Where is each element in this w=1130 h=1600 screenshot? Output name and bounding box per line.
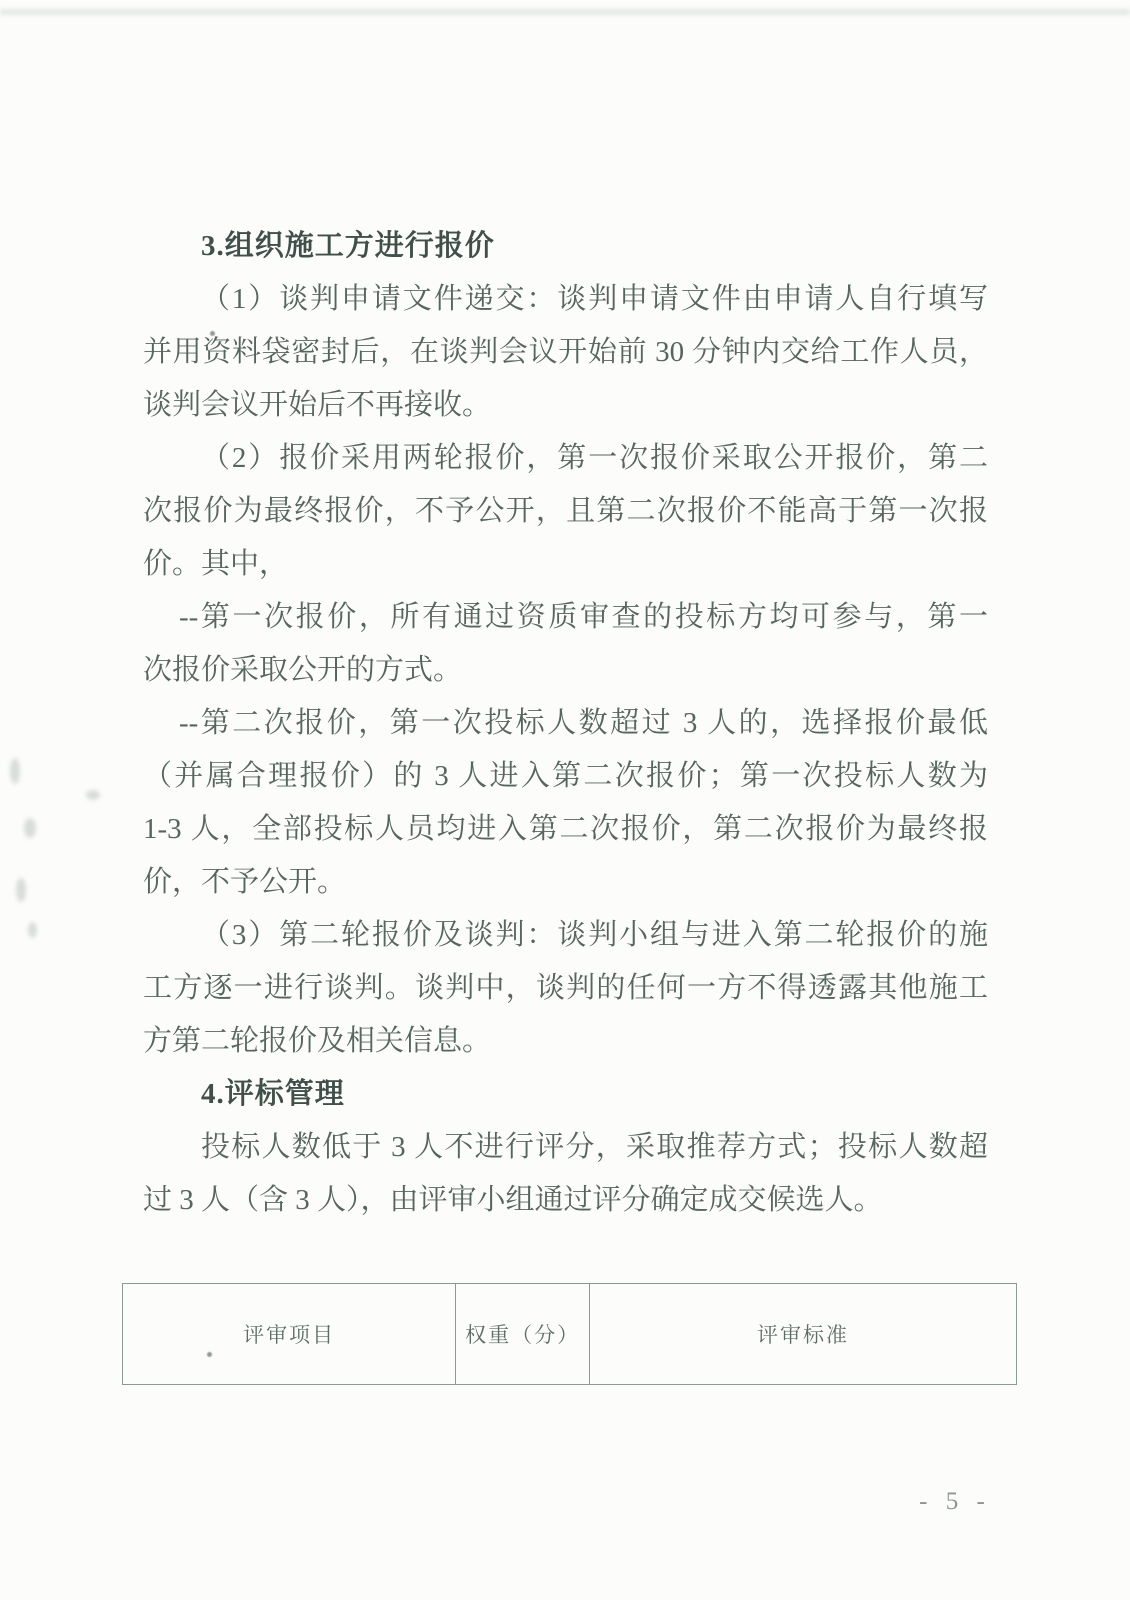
scan-smudge: [28, 922, 37, 938]
table-header-label: 评审项目: [243, 1323, 336, 1347]
table-header-weight: [455, 1284, 589, 1384]
table-header-label: 评审标准: [757, 1323, 850, 1347]
stray-dot-artifact: [207, 1352, 212, 1357]
scan-smudge: [16, 878, 26, 902]
text-line: --第二次报价，第一次投标人数超过 3 人的，选择报价最低: [179, 707, 988, 739]
text-line: 价。其中，: [143, 548, 289, 580]
table-header-review-criteria: [589, 1284, 1016, 1384]
text-line: 工方逐一进行谈判。谈判中，谈判的任何一方不得透露其他施工: [143, 972, 988, 1004]
scan-edge-artifact: [0, 9, 1130, 15]
text-line: （2）报价采用两轮报价，第一次报价采取公开报价，第二: [201, 442, 988, 474]
text-line: 次报价采取公开的方式。: [143, 654, 463, 686]
text-line: 并用资料袋密封后，在谈判会议开始前 30 分钟内交给工作人员，: [143, 336, 988, 368]
text-line: （并属合理报价）的 3 人进入第二次报价；第一次投标人数为: [143, 760, 988, 792]
text-line: --第一次报价，所有通过资质审查的投标方均可参与，第一: [179, 601, 988, 633]
section-heading: 3.组织施工方进行报价: [201, 230, 495, 262]
text-line: （3）第二轮报价及谈判：谈判小组与进入第二轮报价的施: [201, 919, 988, 951]
text-line: 投标人数低于 3 人不进行评分，采取推荐方式；投标人数超: [201, 1131, 988, 1163]
text-line: 方第二轮报价及相关信息。: [143, 1025, 492, 1057]
table-header-label: 权重（分）: [465, 1323, 581, 1347]
text-line: 次报价为最终报价，不予公开，且第二次报价不能高于第一次报: [143, 495, 988, 527]
text-line: 谈判会议开始后不再接收。: [143, 389, 492, 421]
evaluation-table: [122, 1283, 1017, 1385]
page-number: - 5 -: [919, 1488, 991, 1515]
scan-smudge: [24, 818, 36, 838]
section-heading: 4.评标管理: [201, 1078, 345, 1110]
table-header-review-item: [123, 1284, 455, 1384]
text-line: （1）谈判申请文件递交：谈判申请文件由申请人自行填写: [201, 283, 988, 315]
text-line: 价，不予公开。: [143, 866, 347, 898]
text-line: 1-3 人，全部投标人员均进入第二次报价，第二次报价为最终报: [143, 813, 988, 845]
document-body: [143, 220, 988, 1227]
text-line: 过 3 人（含 3 人），由评审小组通过评分确定成交候选人。: [143, 1184, 883, 1216]
scan-smudge: [86, 790, 100, 800]
scan-smudge: [10, 758, 20, 784]
